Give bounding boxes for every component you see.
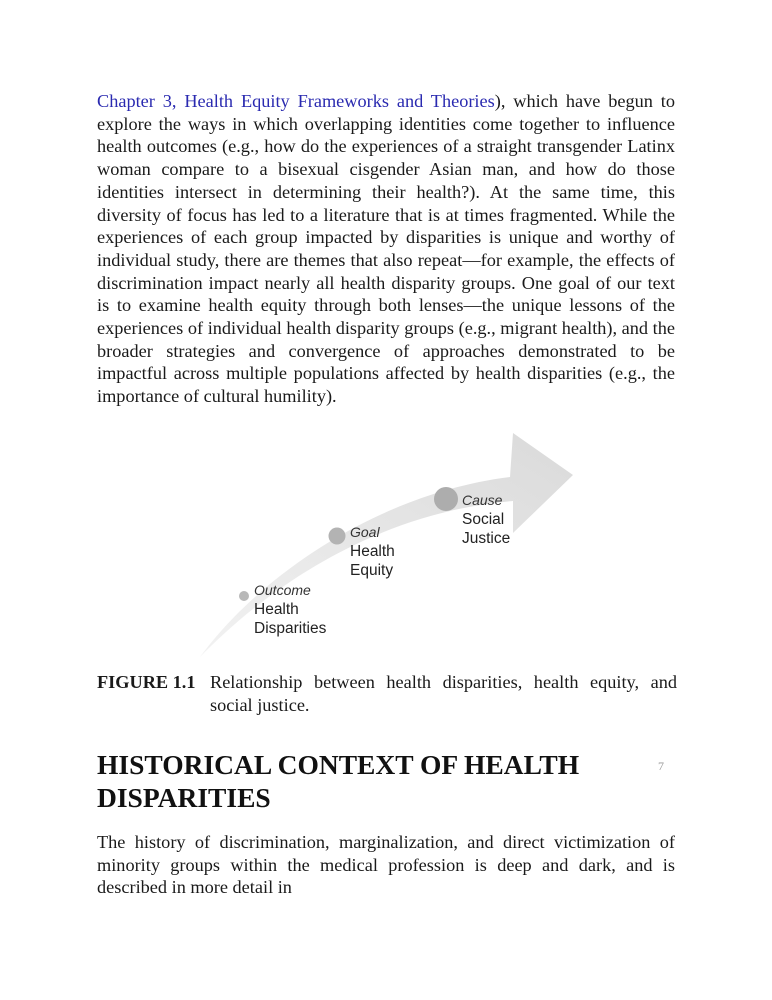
stage-outcome (254, 581, 326, 638)
page-number: 7 (658, 759, 664, 773)
figure-1-1 (180, 425, 600, 665)
figure-caption (97, 671, 677, 717)
stage-goal-line1: Health (350, 543, 395, 560)
stage-outcome-line2: Disparities (254, 620, 327, 637)
figure-label: FIGURE 1.1 (97, 672, 196, 692)
figure-caption-text: Relationship between health disparities, health equity, and social justice. (210, 672, 677, 715)
chapter-3-link[interactable]: Chapter 3, Health Equity Frameworks and Theories (97, 91, 495, 111)
stage-outcome-kind: Outcome (254, 582, 311, 598)
paragraph-1-text: ), which have begun to explore the ways in which overlapping identities come together to influence health outcomes (e.g., how do the experiences of a straight transgender Latinx woman compare to a bisexual cisgender Asian man, and how do those identities intersect in determining their health?). At the same time, this diversity of focus has led to a literature that is at times fragmented. While the experiences of each group impacted by disparities is unique and worthy of individual study, there are themes that also repeat—for example, the effects of discrimination impact nearly all health disparity groups. One goal of our text is to examine health equity through both lenses—the unique lessons of the experiences of individual health disparity groups (e.g., migrant health), and the broader strategies and convergence of approaches demonstrated to be impactful across multiple populations affected by health disparities (e.g., the importance of cultural humility). (97, 91, 676, 407)
stage-cause-line1: Social (462, 511, 505, 528)
body-paragraph-1 (97, 90, 675, 408)
outcome-marker (239, 591, 249, 601)
stage-cause (462, 491, 510, 548)
stage-goal-kind: Goal (350, 524, 380, 540)
section-heading: HISTORICAL CONTEXT OF HEALTH DISPARITIES (97, 749, 580, 813)
stage-goal (350, 523, 395, 580)
stage-cause-line2: Justice (462, 530, 511, 547)
stage-cause-kind: Cause (462, 492, 503, 508)
cause-marker (434, 487, 458, 511)
stage-outcome-line1: Health (254, 601, 299, 618)
stage-goal-line2: Equity (350, 562, 394, 579)
goal-marker (329, 528, 346, 545)
body-paragraph-2: The history of discrimination, marginalization, and direct victimization of minority groups within the medical profession is deep and dark, and is described in more detail in (97, 832, 675, 898)
